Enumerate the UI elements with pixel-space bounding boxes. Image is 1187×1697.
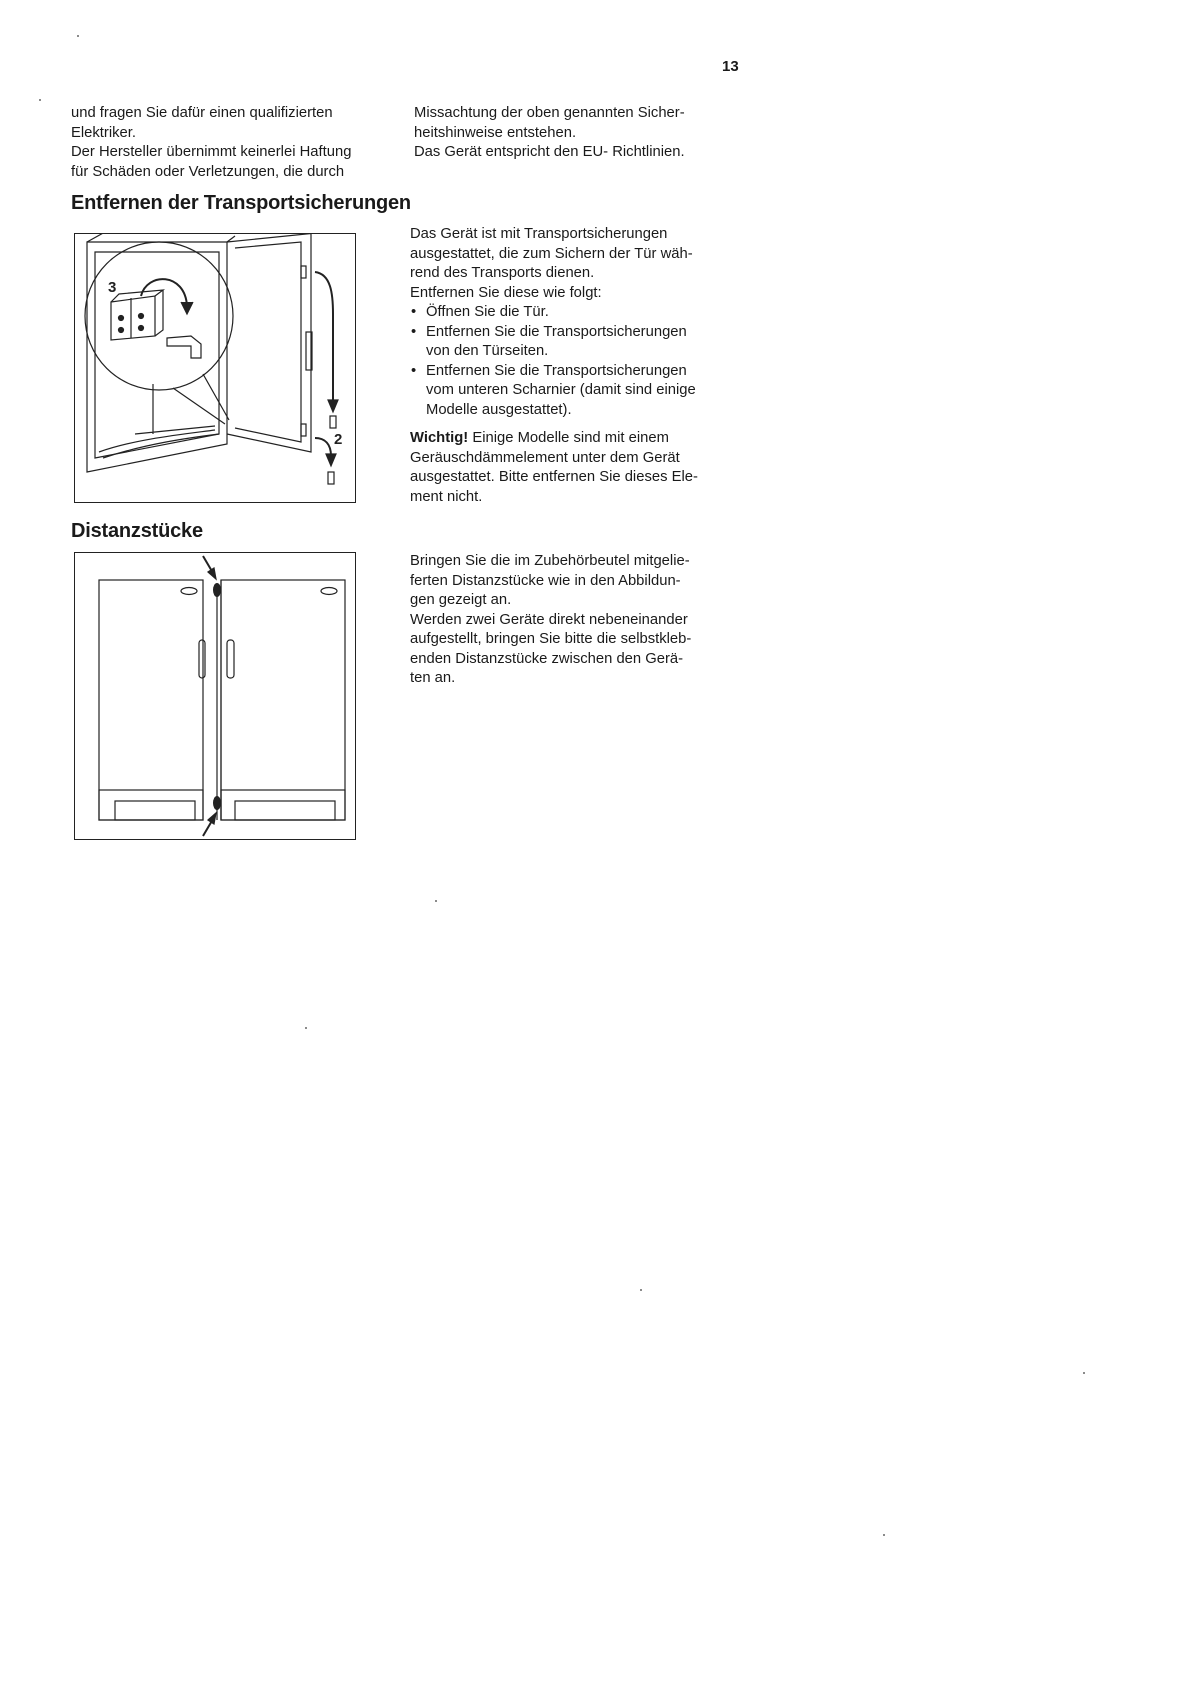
text-line: aufgestellt, bringen Sie bitte die selbstkleb-: [410, 631, 692, 647]
text-line: Das Gerät ist mit Transportsicherungen: [410, 226, 668, 242]
intro-left-column: [71, 104, 411, 182]
steps-list: [410, 303, 750, 420]
figure-spacers: [74, 552, 356, 840]
text-line: Bringen Sie die im Zubehörbeutel mitgelie-: [410, 553, 690, 569]
scan-speck: [39, 99, 41, 101]
text-line: ferten Distanzstücke wie in den Abbildun-: [410, 572, 681, 589]
note-label: Wichtig!: [410, 430, 469, 446]
list-item: • Entfernen Sie die Transportsicherungen vom unteren Scharnier (damit sind einige Modelle ausgestattet).: [410, 362, 750, 421]
text-line: Geräuschdämmelement unter dem Gerät: [410, 449, 680, 466]
section-heading-spacers: Distanzstücke: [71, 520, 203, 542]
list-item: • Entfernen Sie die Transportsicherungen von den Türseiten.: [410, 323, 750, 362]
section-heading-transport: Entfernen der Transportsicherungen: [71, 192, 411, 214]
intro-right-column: [414, 104, 754, 163]
text-line: heitshinweise entstehen.: [414, 124, 577, 141]
important-note: [410, 429, 750, 507]
two-appliances-illustration: [75, 553, 355, 839]
text-line: ten an.: [410, 670, 456, 686]
scan-speck: [640, 1289, 642, 1291]
text-line: Werden zwei Geräte direkt nebeneinander: [410, 611, 688, 628]
step-3-label: 3: [108, 279, 117, 296]
scan-speck: [77, 35, 79, 37]
figure-transport-locks: [74, 233, 356, 503]
scan-speck: [883, 1534, 885, 1536]
text-line: Der Hersteller übernimmt keinerlei Haftung: [71, 144, 352, 160]
text-line: rend des Transports dienen.: [410, 265, 595, 281]
text-line: ausgestattet. Bitte entfernen Sie dieses Ele-: [410, 469, 698, 485]
text-line: Missachtung der oben genannten Sicher-: [414, 105, 685, 121]
text-line: Das Gerät entspricht den EU- Richtlinien.: [414, 144, 685, 160]
step-2-label: 2: [334, 431, 343, 448]
scan-speck: [435, 900, 437, 902]
transport-instructions: [410, 225, 750, 420]
scan-speck: [1083, 1372, 1085, 1374]
text-line: für Schäden oder Verletzungen, die durch: [71, 163, 345, 180]
text-line: und fragen Sie dafür einen qualifizierten: [71, 105, 333, 121]
page-number: 13: [722, 58, 739, 75]
text-line: Elektriker.: [71, 124, 136, 141]
text-line: Einige Modelle sind mit einem: [468, 430, 669, 446]
text-line: ausgestattet, die zum Sichern der Tür wäh-: [410, 245, 693, 262]
text-line: gen gezeigt an.: [410, 592, 512, 608]
fridge-open-door-illustration: [75, 234, 355, 502]
spacers-instructions: [410, 552, 750, 689]
text-line: enden Distanzstücke zwischen den Gerä-: [410, 650, 684, 667]
text-line: Entfernen Sie diese wie folgt:: [410, 284, 602, 301]
text-line: ment nicht.: [410, 488, 483, 505]
scan-speck: [305, 1027, 307, 1029]
list-item: • Öffnen Sie die Tür.: [410, 303, 750, 323]
